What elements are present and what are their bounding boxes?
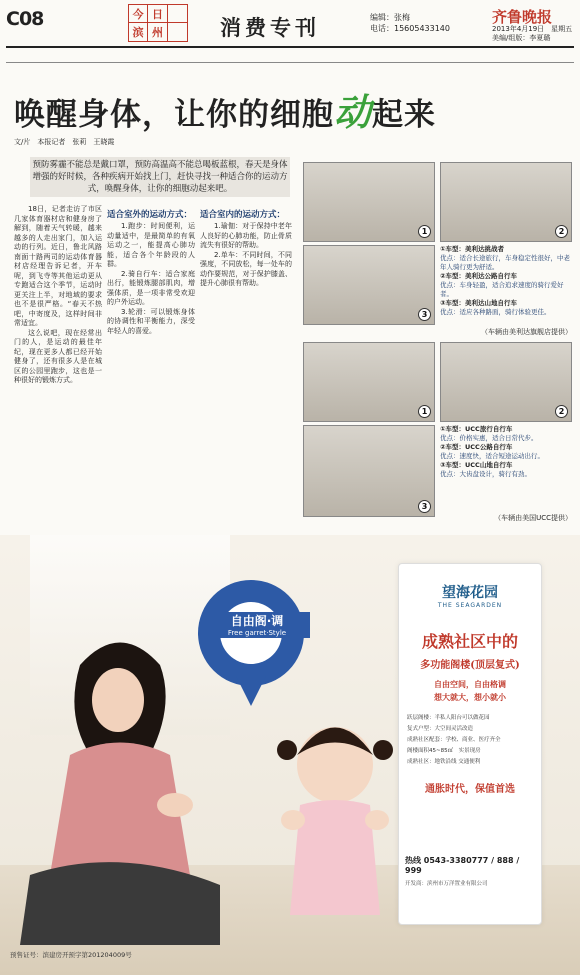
headline-accent: 动	[334, 90, 372, 134]
top-rule	[6, 62, 574, 63]
editor-info	[370, 12, 450, 34]
logo-char: 日	[148, 5, 167, 23]
logo-char: 州	[148, 23, 167, 41]
dateline	[492, 25, 572, 43]
spec-item: ②车型：UCC公路自行车 优点：速度快，适合短途运动出行。	[440, 443, 544, 460]
issue-date: 2013年4月19日 星期五	[492, 25, 573, 33]
bike-specs-bottom	[440, 425, 572, 479]
ad-card	[398, 563, 542, 925]
logo-char	[168, 23, 187, 41]
ad-features	[407, 713, 533, 768]
subheading: 适合室内的运动方式：	[200, 210, 286, 220]
ad-title: 成熟社区中的	[421, 632, 518, 651]
ad-subtitle: 多功能阁楼(顶层复式)	[420, 660, 520, 671]
page-header	[0, 0, 580, 46]
headline	[14, 82, 436, 136]
developer-logo: 望海花园	[442, 585, 498, 601]
bike-photo	[303, 245, 435, 325]
photo-number: 3	[418, 308, 431, 321]
feature-item: 成熟社区：地铁沿线 交通便利	[407, 759, 481, 765]
developer-name: 开发商：滨州市万洋置业有限公司	[405, 881, 488, 887]
hotline	[405, 855, 535, 875]
section-title: 消费专刊	[220, 15, 320, 40]
photo-number: 2	[555, 405, 568, 418]
ad-tagline: 通胀时代，保值首选	[425, 784, 515, 795]
badge-text: 自由阁·调	[230, 614, 284, 628]
pin-tip	[236, 676, 266, 706]
badge-subtext: Free garret·Style	[227, 629, 287, 637]
header-rule	[6, 46, 574, 48]
feature-item: 复式户型：大空间灵活改造	[407, 726, 474, 732]
photo-number: 3	[418, 500, 431, 513]
bike-photo	[440, 162, 572, 242]
feature-item: 成熟社区配套：学校、商业、医疗齐全	[407, 737, 501, 743]
headline-text-end: 起来	[372, 97, 436, 133]
photo-number: 2	[555, 225, 568, 238]
spec-item: ③车型：美利达山地自行车 优点：适应各种路面，骑行体验更佳。	[440, 299, 551, 316]
spec-item: ②车型：美利达公路自行车 优点：车身轻盈，适合追求速度的骑行爱好者。	[440, 272, 564, 298]
developer-logo-en: THE SEAGARDEN	[437, 602, 503, 609]
spec-item: ①车型：美利达挑战者 优点：适合长途旅行，车身稳定性很好，中老年人骑行更为舒适。	[440, 245, 570, 271]
article-column-1	[14, 205, 102, 525]
hotline-number: 0543-3380777 / 888 / 999	[405, 856, 520, 875]
bike-specs-top	[440, 245, 572, 317]
ad-slogan: 想大就大，想小就小	[434, 692, 506, 702]
photo-credit: （车辆由美利达旗舰店提供）	[481, 328, 572, 336]
paragraph: 1.瑜伽：对于保持中老年人良好的心肺功能，防止骨质流失有很好的帮助。	[200, 222, 292, 249]
newspaper-brand: 齐鲁晚报	[492, 8, 553, 26]
bike-photo	[303, 342, 435, 422]
article-column-3	[200, 205, 292, 525]
mother-illustration	[10, 625, 220, 965]
photo-number: 1	[418, 405, 431, 418]
photo-credit: （车辆由美国UCC提供）	[494, 514, 572, 522]
bike-photo	[440, 342, 572, 422]
feature-item: 阁楼面积45~85㎡ 实景现房	[407, 748, 481, 754]
spec-item: ①车型：UCC旅行自行车 优点：价格实惠，适合日常代步。	[440, 425, 538, 442]
bike-photo	[303, 425, 435, 517]
paragraph: 2.单车：不同时间，不同强度，不同放松，每一处车的动作要规范，对于保护膝盖、提升心肺很有帮助。	[200, 250, 292, 287]
paragraph: 1.跑步：时间便利，运动量适中，是最简单的有氧运动之一，能提高心肺功能，适合各个年龄段的人群。	[107, 222, 195, 268]
feature-item: 跃层阁楼：半私人阳台可以做花园	[407, 715, 490, 721]
photo-number: 1	[418, 225, 431, 238]
headline-text: 唤醒身体，让你的细胞	[14, 97, 334, 133]
logo-char: 今	[129, 5, 148, 23]
child-illustration	[265, 710, 405, 940]
ad-badge	[204, 612, 310, 638]
permit-number: 预售证号：滨建房开预字第201204009号	[10, 951, 132, 959]
lead-paragraph: 预防雾霾不能总是戴口罩，预防高温高不能总喝板蓝根，春天是身体增强的好时候，各种疾病开始找上门，赶快寻找一种适合你的运动方式，唤醒身体，让你的细胞动起来吧。	[30, 157, 290, 197]
designer: 美编/组版：李夏璐	[492, 34, 551, 42]
ad-slogan: 自由空间，自由格调	[434, 679, 506, 689]
spec-item: ③车型：UCC山地自行车 优点：大齿盘设计，骑行有劲。	[440, 461, 531, 478]
logo-char	[168, 5, 187, 23]
hotline-label: 热线	[405, 856, 421, 865]
byline: 文/片 本报记者 张莉 王晓霞	[14, 138, 115, 146]
bike-photo	[303, 162, 435, 242]
subheading: 适合室外的运动方式：	[107, 210, 193, 220]
paragraph: 这么说吧，现在经常出门的人，是运动的最佳年纪，现在更多人都已经开始健身了，还有很多人是在城区的公园里跑步，这也是一种很好的锻炼方式。	[14, 328, 102, 384]
paragraph: 18日，记者走访了市区几家体育器材店和健身房了解到，随着天气转暖，越来越多的人走出家门，加入运动的行列。近日，鲁北风路南面十路两司的运动体育器材店经理告诉记者，开车呢，到飞寺等其他运动更从专跑适合这个季节，运动时更关注上半，对地域的要求也不是很严格。“春天不热吧，中寄度及，这样时间非常适宜。	[14, 205, 102, 327]
paragraph: 3.轮滑：可以锻炼身体的协调性和平衡能力，深受年轻人的喜爱。	[107, 307, 195, 335]
page-code: C08	[6, 8, 44, 30]
editor-name: 编辑：张梅	[370, 13, 410, 22]
editor-phone: 电话：15605433140	[370, 24, 450, 33]
logo-char: 滨	[129, 23, 148, 41]
article-column-2	[107, 205, 195, 525]
paragraph: 2.骑自行车：适合家庭出行，能锻炼腿部肌肉，增强体质，是一项非常受欢迎的户外运动。	[107, 269, 195, 306]
section-logo	[128, 4, 188, 42]
